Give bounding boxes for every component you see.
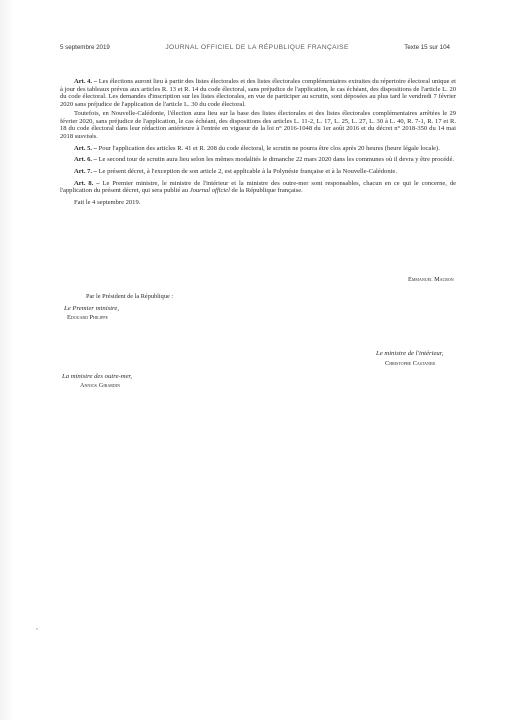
article-8-journal-officiel: Journal officiel [189,187,230,195]
article-6-text: Le second tour de scrutin aura lieu selon les mêmes modalités le dimanche 22 mars 2020 dans les communes où il devra y être procédé. [98,156,454,164]
article-4 [60,78,456,109]
article-7 [60,168,456,176]
header-journal-title: JOURNAL OFFICIEL DE LA RÉPUBLIQUE FRANÇAISE [165,44,349,51]
made-on-date: Fait le 4 septembre 2019. [74,199,141,207]
article-5 [60,145,456,153]
article-8-label: Art. 8. – [74,179,100,187]
scan-edge-shadow [0,0,14,720]
article-6-label: Art. 6. – [74,156,97,164]
article-7-label: Art. 7. – [74,168,97,176]
signature-president: Emmanuel Macron [408,276,454,283]
article-4-label: Art. 4. – [74,78,97,85]
page-header [60,44,450,51]
outremer-name: Annick Girardin [80,382,121,389]
par-le-president: Par le Président de la République : [86,293,174,300]
article-8 [60,180,456,195]
header-page-number: Texte 15 sur 104 [404,44,450,51]
pm-role: Le Premier ministre, [64,305,120,312]
document-body [60,78,456,211]
article-4-paragraph-2: Toutefois, en Nouvelle-Calédonie, l'élection aura lieu sur la base des listes électorales et des listes électorales complémentaires arrêtées le 29 février 2020, sans préjudice de l'application, le cas échéant, des dispositions des articles L. 11-2, L. 17, L. 25, L. 27, L. 30 à L. 40, R. 7-1, R. 17 et R. 18 du code électoral dans leur rédaction antérieure à l'entrée en vigueur de la loi n° 2016-1048 du 1er août 2016 et du décret n° 2018-350 du 14 mai 2018 susvisés. [60,109,456,140]
article-8-text: Le Premier ministre, le ministre de l'intérieur et la ministre des outre-mer sont responsables, chacun en ce qui le concerne, de l'application du présent décret, qui sera publié au [60,179,456,195]
outremer-role: La ministre des outre-mer, [62,373,133,380]
article-8-text-end: de la République française. [231,187,303,195]
article-6 [60,156,456,164]
scan-speck [36,628,38,630]
header-date: 5 septembre 2019 [60,44,110,51]
article-5-text: Pour l'application des articles R. 41 et R. 208 du code électoral, le scrutin ne pourra être clos après 20 heures (heure légale locale). [98,144,440,152]
article-4-text: Les élections auront lieu à partir des listes électorales et des listes électorales complémentaires extraites du répertoire électoral unique et à jour des tableaux prévus aux articles R. 13 et R. 14 du code électoral, sans préjudice de l'application, le cas échéant, des dispositions de l'article L. 20 du code électoral. Les demandes d'inscription sur les listes électorales, en vue de participer au scrutin, sont déposées au plus tard le vendredi 7 février 2020 sans préjudice de l'application de l'article L. 30 du code électoral. [60,78,456,109]
interieur-name: Christophe Castaner [385,360,436,367]
interieur-role: Le ministre de l'intérieur, [376,350,444,357]
article-5-label: Art. 5. – [74,144,97,152]
article-7-text: Le présent décret, à l'exception de son article 2, est applicable à la Polynésie française et à la Nouvelle-Calédonie. [98,168,397,176]
pm-name: Edouard Philippe [67,314,108,321]
